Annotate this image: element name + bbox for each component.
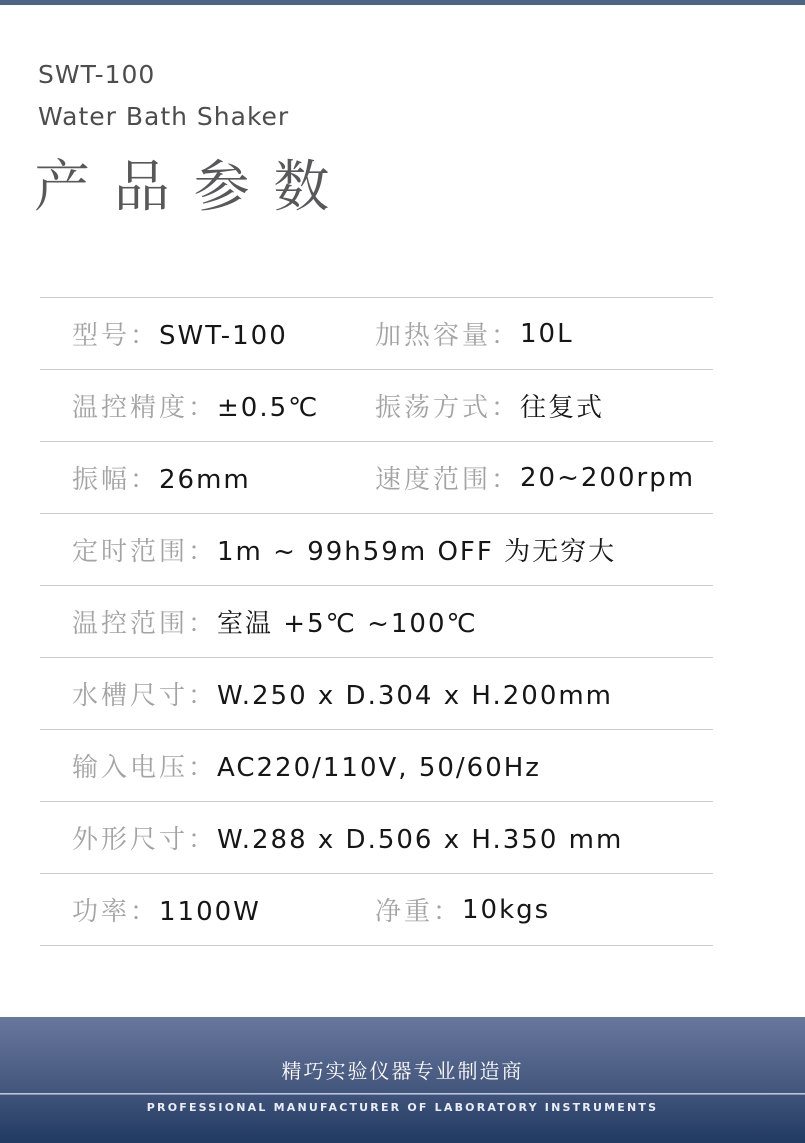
spec-label: 加热容量： (375, 321, 521, 351)
spec-value: 室温 +5℃ ~100℃ (217, 609, 478, 639)
footer-slogan-en: PROFESSIONAL MANUFACTURER OF LABORATORY INSTRUMENTS (146, 1101, 659, 1114)
spec-cell (375, 442, 695, 513)
product-name: Water Bath Shaker (38, 102, 290, 131)
spec-label: 温控精度： (72, 393, 218, 423)
spec-row-model-capacity (40, 298, 713, 370)
spec-value: 1100W (159, 897, 261, 927)
spec-label: 功率： (72, 897, 160, 927)
spec-value: 1m ~ 99h59m OFF 为无穷大 (217, 537, 617, 567)
spec-cell (72, 531, 616, 568)
spec-row-accuracy-mode (40, 370, 713, 442)
footer-slogan-cn: 精巧实验仪器专业制造商 (281, 1059, 524, 1083)
spec-label: 振荡方式： (375, 393, 521, 423)
spec-label: 定时范围： (72, 537, 218, 567)
page-title: 产 品 参 数 (34, 155, 333, 220)
footer-banner (0, 1017, 805, 1143)
spec-cell (72, 891, 261, 928)
footer-divider (0, 1093, 805, 1095)
spec-value: 10kgs (462, 894, 551, 925)
model-code: SWT-100 (38, 60, 156, 89)
spec-row-tank-size (40, 658, 713, 730)
spec-label: 水槽尺寸： (72, 681, 218, 711)
spec-value: SWT-100 (159, 321, 288, 351)
spec-label: 外形尺寸： (72, 825, 218, 855)
spec-label: 振幅： (72, 465, 160, 495)
spec-row-temp-range (40, 586, 713, 658)
spec-value: 26mm (159, 465, 251, 495)
spec-row-power-weight (40, 874, 713, 946)
spec-cell (72, 747, 541, 784)
spec-cell (375, 874, 550, 945)
page-header (38, 60, 289, 131)
spec-label: 速度范围： (375, 465, 521, 495)
spec-row-input-voltage (40, 730, 713, 802)
top-accent-bar (0, 0, 805, 5)
spec-cell (72, 819, 623, 856)
spec-label: 输入电压： (72, 753, 218, 783)
spec-value: W.250 x D.304 x H.200mm (217, 681, 614, 711)
spec-label: 净重： (375, 897, 463, 927)
spec-row-outer-size (40, 802, 713, 874)
spec-cell (72, 387, 319, 424)
spec-label: 型号： (72, 321, 160, 351)
spec-cell (72, 675, 613, 712)
spec-cell (72, 459, 251, 496)
spec-value: ±0.5℃ (217, 393, 320, 423)
spec-row-timer-range (40, 514, 713, 586)
spec-label: 温控范围： (72, 609, 218, 639)
spec-cell (72, 603, 478, 640)
spec-cell (375, 370, 604, 441)
spec-cell (72, 315, 288, 352)
spec-value: AC220/110V, 50/60Hz (217, 753, 541, 783)
spec-cell (375, 298, 574, 369)
spec-value: W.288 x D.506 x H.350 mm (217, 825, 624, 855)
spec-row-amplitude-speed (40, 442, 713, 514)
spec-value: 往复式 (520, 393, 605, 423)
spec-table (40, 297, 713, 946)
spec-value: 10L (520, 318, 574, 349)
spec-value: 20~200rpm (520, 462, 696, 493)
